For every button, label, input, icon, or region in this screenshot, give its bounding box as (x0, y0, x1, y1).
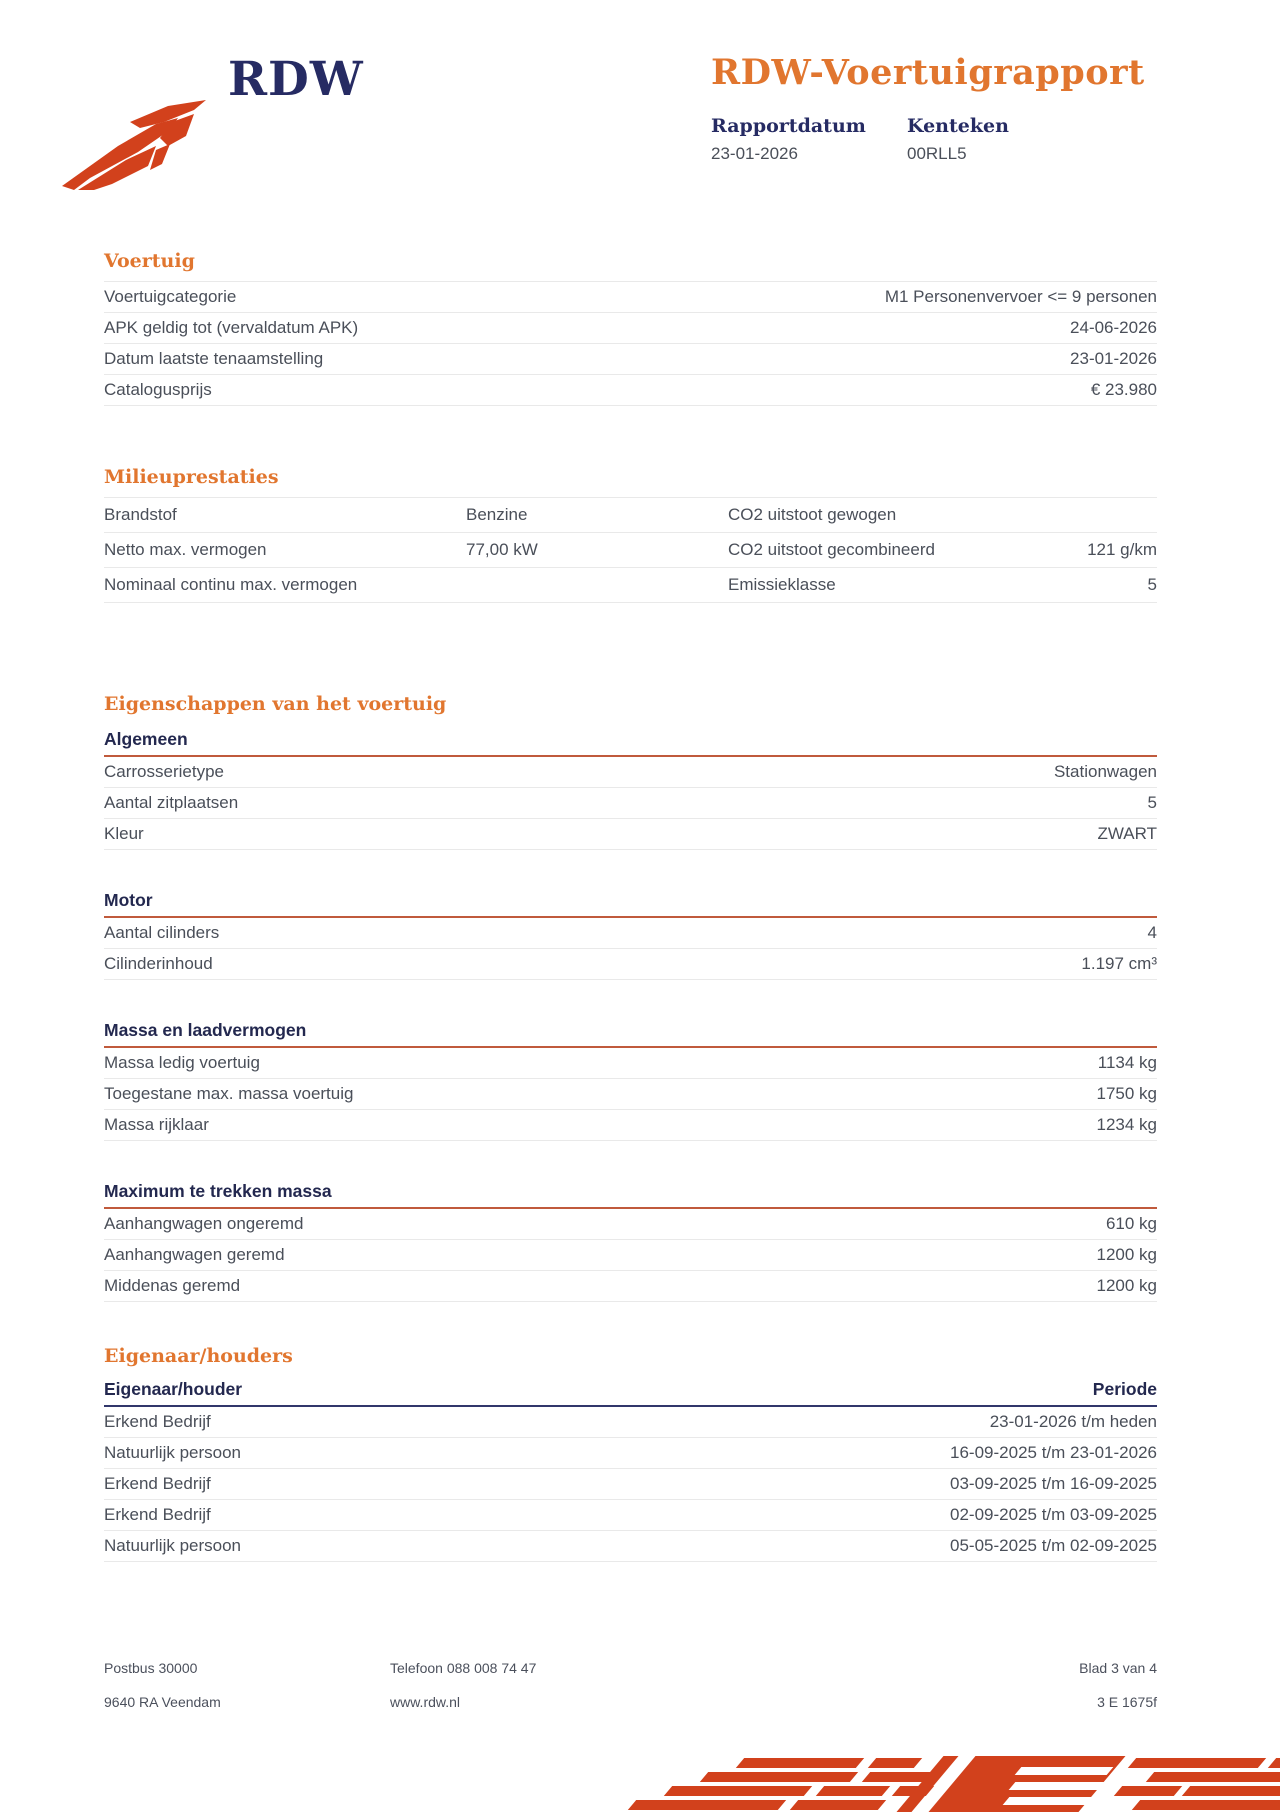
table-row (104, 1048, 1157, 1079)
subsection-heading: Motor (104, 890, 1157, 918)
speed-stripes-graphic (620, 1756, 1280, 1812)
row-value: Benzine (466, 505, 528, 524)
row-label: Cilinderinhoud (104, 954, 213, 973)
trekken-massa-rows (104, 1209, 1157, 1302)
row-value: 4 (1147, 923, 1157, 942)
row-label: Netto max. vermogen (104, 540, 267, 559)
kenteken-value: 00RLL5 (907, 144, 967, 163)
row-value: 77,00 kW (466, 540, 538, 559)
row-value: ZWART (1097, 824, 1157, 843)
row-label: Voertuigcategorie (104, 287, 237, 306)
owner-rows (104, 1407, 1157, 1562)
row-label: Nominaal continu max. vermogen (104, 575, 358, 594)
owner-table-header (104, 1379, 1157, 1407)
owner-period: 16-09-2025 t/m 23-01-2026 (950, 1443, 1157, 1462)
table-row (104, 949, 1157, 980)
row-value: 24-06-2026 (1070, 318, 1157, 337)
owner-name: Erkend Bedrijf (104, 1474, 211, 1493)
row-value: 1750 kg (1096, 1084, 1157, 1103)
table-row (104, 788, 1157, 819)
table-row (104, 533, 1157, 568)
owner-name: Erkend Bedrijf (104, 1505, 211, 1524)
footer-phone: Telefoon 088 008 74 47 (390, 1660, 537, 1676)
owner-period: 05-05-2025 t/m 02-09-2025 (950, 1536, 1157, 1555)
motor-rows (104, 918, 1157, 980)
footer-address (104, 1660, 221, 1710)
footer-website: www.rdw.nl (390, 1694, 461, 1710)
voertuig-rows (104, 281, 1157, 406)
table-row (104, 1500, 1157, 1531)
page-title: RDW-Voertuigrapport (711, 52, 1145, 93)
owner-period: 02-09-2025 t/m 03-09-2025 (950, 1505, 1157, 1524)
rdw-logo (60, 52, 364, 196)
subsection-heading: Massa en laadvermogen (104, 1020, 1157, 1048)
footer-page-number: Blad 3 van 4 (1079, 1660, 1157, 1676)
footer-page-info (1079, 1660, 1157, 1710)
row-label: Catalogusprijs (104, 380, 212, 399)
row-value: M1 Personenvervoer <= 9 personen (884, 287, 1157, 306)
milieuprestaties-rows (104, 497, 1157, 603)
footer-contact (390, 1660, 536, 1710)
table-row (104, 498, 1157, 533)
subsection-algemeen (104, 729, 1157, 850)
table-row (104, 1469, 1157, 1500)
row-label: Datum laatste tenaamstelling (104, 349, 324, 368)
owner-name: Erkend Bedrijf (104, 1412, 211, 1431)
massa-rows (104, 1048, 1157, 1141)
row-value: 610 kg (1105, 1214, 1157, 1233)
table-row (104, 1531, 1157, 1562)
section-eigenschappen (104, 693, 1157, 1302)
footer-postbus: Postbus 30000 (104, 1660, 198, 1676)
section-voertuig (104, 250, 1157, 406)
section-eigenaar (104, 1345, 1157, 1562)
row-label: CO2 uitstoot gewogen (728, 505, 897, 524)
table-row (104, 1271, 1157, 1302)
subsection-heading: Algemeen (104, 729, 1157, 757)
section-heading-eigenschappen: Eigenschappen van het voertuig (104, 693, 447, 715)
subsection-heading: Maximum te trekken massa (104, 1181, 1157, 1209)
table-row (104, 1407, 1157, 1438)
subsection-trekken-massa (104, 1181, 1157, 1302)
row-label: Toegestane max. massa voertuig (104, 1084, 354, 1103)
table-row (104, 568, 1157, 603)
row-value: 1200 kg (1096, 1245, 1157, 1264)
row-label: Emissieklasse (728, 575, 836, 594)
owner-name: Natuurlijk persoon (104, 1443, 242, 1462)
report-date-label: Rapportdatum (711, 115, 866, 137)
row-label: CO2 uitstoot gecombineerd (728, 540, 935, 559)
owner-period: 23-01-2026 t/m heden (989, 1412, 1157, 1431)
row-label: Brandstof (104, 505, 177, 524)
report-date-block (711, 115, 907, 164)
row-label: Massa rijklaar (104, 1115, 209, 1134)
kenteken-block (907, 115, 1103, 164)
report-header (711, 52, 1171, 164)
row-label: Aanhangwagen ongeremd (104, 1214, 304, 1233)
row-label: Massa ledig voertuig (104, 1053, 260, 1072)
table-row (104, 1110, 1157, 1141)
table-row (104, 1240, 1157, 1271)
section-heading-eigenaar: Eigenaar/houders (104, 1345, 293, 1367)
table-row (104, 757, 1157, 788)
table-row (104, 344, 1157, 375)
row-label: Carrosserietype (104, 762, 224, 781)
row-value: 1234 kg (1096, 1115, 1157, 1134)
column-header-owner: Eigenaar/houder (104, 1379, 243, 1399)
kenteken-label: Kenteken (907, 115, 1009, 137)
rdw-logo-text: RDW (228, 52, 364, 107)
column-header-period: Periode (1092, 1379, 1157, 1399)
row-value: 5 (1147, 575, 1157, 594)
footer-form-code: 3 E 1675f (1097, 1694, 1157, 1710)
section-heading-voertuig: Voertuig (104, 250, 195, 272)
algemeen-rows (104, 757, 1157, 850)
table-row (104, 282, 1157, 313)
row-value: 121 g/km (1087, 540, 1157, 559)
row-value: Stationwagen (1053, 762, 1157, 781)
row-label: APK geldig tot (vervaldatum APK) (104, 318, 359, 337)
table-row (104, 375, 1157, 406)
report-date-value: 23-01-2026 (711, 144, 798, 163)
owner-name: Natuurlijk persoon (104, 1536, 242, 1555)
row-value: 1200 kg (1096, 1276, 1157, 1295)
row-label: Kleur (104, 824, 144, 843)
row-label: Aantal cilinders (104, 923, 220, 942)
subsection-massa (104, 1020, 1157, 1141)
row-value: 1134 kg (1097, 1053, 1157, 1072)
row-value: € 23.980 (1090, 380, 1157, 399)
table-row (104, 1438, 1157, 1469)
table-row (104, 918, 1157, 949)
rdw-wing-icon (60, 94, 210, 190)
row-value: 23-01-2026 (1070, 349, 1157, 368)
row-value: 1.197 cm³ (1081, 954, 1157, 973)
row-value: 5 (1147, 793, 1157, 812)
owner-period: 03-09-2025 t/m 16-09-2025 (950, 1474, 1157, 1493)
section-heading-milieuprestaties: Milieuprestaties (104, 466, 279, 488)
table-row (104, 1079, 1157, 1110)
report-meta (711, 115, 1171, 164)
row-label: Aantal zitplaatsen (104, 793, 239, 812)
row-label: Middenas geremd (104, 1276, 241, 1295)
table-row (104, 313, 1157, 344)
table-row (104, 1209, 1157, 1240)
footer-city: 9640 RA Veendam (104, 1694, 221, 1710)
row-label: Aanhangwagen geremd (104, 1245, 285, 1264)
section-milieuprestaties (104, 466, 1157, 603)
subsection-motor (104, 890, 1157, 980)
table-row (104, 819, 1157, 850)
